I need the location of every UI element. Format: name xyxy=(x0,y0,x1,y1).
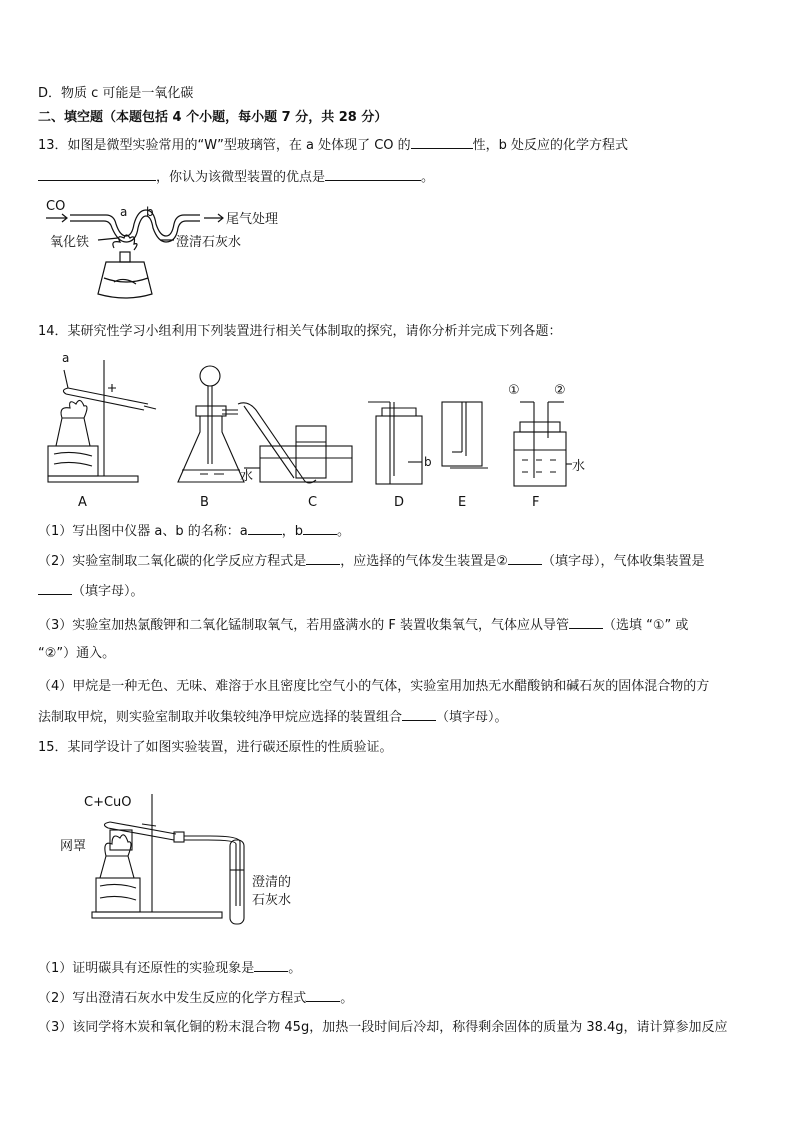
option-d: D．物质 c 可能是一氧化碳 xyxy=(38,86,194,101)
q14-part1 xyxy=(38,521,350,541)
apparatus-a-label: a xyxy=(62,351,70,365)
section-heading: 二、填空题（本题包括 4 个小题，每小题 7 分，共 28 分） xyxy=(38,110,388,125)
w-tube-figure xyxy=(40,196,300,308)
apparatus-b-label: b xyxy=(424,455,432,469)
q14-p4-text-b: 法制取甲烷，则实验室制取并收集较纯净甲烷应选择的装置组合 xyxy=(38,710,403,725)
q15-stem: 15．某同学设计了如图实验装置，进行碳还原性的性质验证。 xyxy=(38,740,393,755)
q13-co-label: CO xyxy=(46,199,66,214)
q15-limewater-label-1: 澄清的 xyxy=(252,875,292,890)
q13-iron-oxide-label: 氧化铁 xyxy=(50,235,90,250)
q13-text-d: 。 xyxy=(421,170,435,185)
q14-p2-text-a: （2）实验室制取二氧化碳的化学反应方程式是 xyxy=(38,554,307,569)
apparatus-c-water: 水 xyxy=(240,469,254,484)
q15-blank-phenomenon[interactable] xyxy=(254,958,288,972)
q15-blank-equation[interactable] xyxy=(306,988,340,1002)
q14-p4-text-c: （填字母）。 xyxy=(436,710,508,725)
q13-line1 xyxy=(38,135,628,155)
q14-p3-text-a: （3）实验室加热氯酸钾和二氧化锰制取氧气，若用盛满水的 F 装置收集氧气，气体应从导管 xyxy=(38,618,570,633)
q14-blank-combination[interactable] xyxy=(402,707,436,721)
q13-a-label: a xyxy=(120,205,128,219)
q13-text-b: 性，b 处反应的化学方程式 xyxy=(472,138,629,153)
q13-line2 xyxy=(38,167,434,187)
q15-part1 xyxy=(38,958,301,978)
q14-p1-text-c: 。 xyxy=(337,524,351,539)
q15-p2-text-a: （2）写出澄清石灰水中发生反应的化学方程式 xyxy=(38,991,307,1006)
q14-part4-line1: （4）甲烷是一种无色、无味、难溶于水且密度比空气小的气体，实验室用加热无水醋酸钠和碱石灰的固体混合物的方 xyxy=(38,679,710,694)
apparatus-f-water: 水 xyxy=(572,459,586,474)
q14-blank-b[interactable] xyxy=(303,521,337,535)
q14-p2-text-d: （填字母）。 xyxy=(72,584,144,599)
apparatus-f-port2: ② xyxy=(554,383,566,398)
q14-part3-line1 xyxy=(38,615,688,635)
q13-tail-label: 尾气处理 xyxy=(226,212,279,227)
q15-p1-text-a: （1）证明碳具有还原性的实验现象是 xyxy=(38,961,255,976)
q14-part3-line2: “②”）通入。 xyxy=(38,646,116,661)
q15-p2-text-b: 。 xyxy=(340,991,354,1006)
q13-text-a: 13．如图是微型实验常用的“W”型玻璃管，在 a 处体现了 CO 的 xyxy=(38,138,411,153)
apparatus-label-f: F xyxy=(532,495,540,510)
q13-blank-2[interactable] xyxy=(38,167,156,181)
q13-blank-1[interactable] xyxy=(411,135,473,149)
q14-p2-text-c: （填字母），气体收集装置是 xyxy=(541,554,705,569)
q15-p1-text-b: 。 xyxy=(288,961,302,976)
q14-blank-a[interactable] xyxy=(248,521,282,535)
q14-p2-text-b: ，应选择的气体发生装置是② xyxy=(340,554,508,569)
q13-b-label: b xyxy=(146,205,154,219)
carbon-reduction-figure xyxy=(60,786,320,926)
apparatus-label-e: E xyxy=(458,495,467,510)
apparatus-figure xyxy=(38,346,598,512)
q13-blank-3[interactable] xyxy=(325,167,421,181)
q14-p3-text-b: （选填 “①” 或 xyxy=(603,618,689,633)
q14-blank-equation[interactable] xyxy=(306,551,340,565)
q13-text-c: ，你认为该微型装置的优点是 xyxy=(156,170,326,185)
q14-blank-collector[interactable] xyxy=(38,581,72,595)
apparatus-label-b: B xyxy=(200,495,209,510)
q13-limewater-label: 澄清石灰水 xyxy=(176,235,242,250)
q14-blank-generator[interactable] xyxy=(508,551,542,565)
q14-p1-text-b: ，b xyxy=(281,524,303,539)
q14-blank-port[interactable] xyxy=(569,615,603,629)
apparatus-label-d: D xyxy=(394,495,405,510)
apparatus-label-a: A xyxy=(78,495,87,510)
q15-limewater-label-2: 石灰水 xyxy=(252,893,292,908)
apparatus-f-port1: ① xyxy=(508,383,520,398)
apparatus-label-c: C xyxy=(308,495,318,510)
q14-part2-line2 xyxy=(38,581,144,601)
q14-part2-line1 xyxy=(38,551,704,571)
q15-mesh-label: 网罩 xyxy=(60,839,87,854)
q14-stem: 14．某研究性学习小组利用下列装置进行相关气体制取的探究，请你分析并完成下列各题： xyxy=(38,324,562,339)
q15-reagent-label: C+CuO xyxy=(84,795,132,810)
q15-part2 xyxy=(38,988,353,1008)
q14-part4-line2 xyxy=(38,707,508,727)
q14-p1-text-a: （1）写出图中仪器 a、b 的名称：a xyxy=(38,524,248,539)
q15-part3: （3）该同学将木炭和氧化铜的粉末混合物 45g，加热一段时间后冷却，称得剩余固体的质量为 38.4g，请计算参加反应 xyxy=(38,1020,728,1035)
